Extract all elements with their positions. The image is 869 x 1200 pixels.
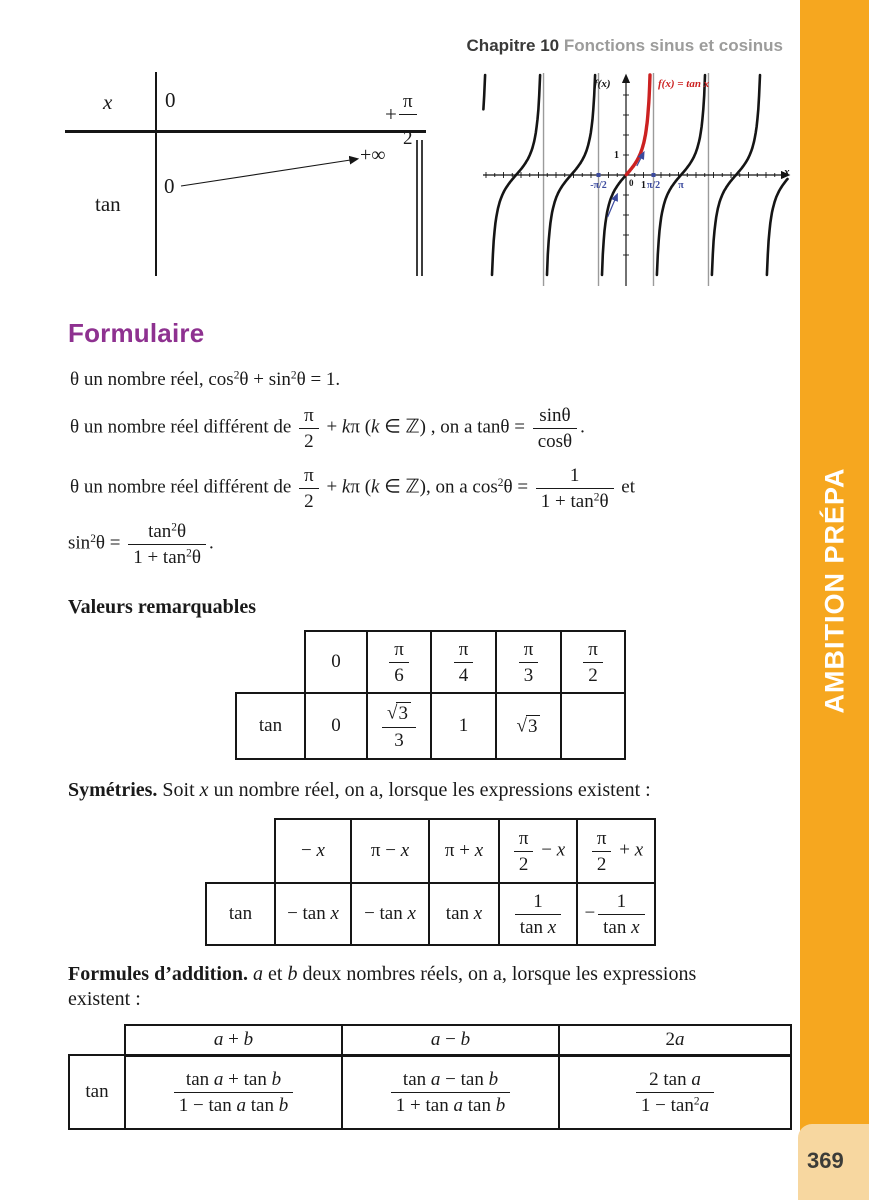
paragraph-symetries: Symétries. Soit x un nombre réel, on a, lorsque les expressions existent : — [68, 779, 651, 801]
formula-line-4: $\sin^2\theta$ = $\frac{\tan^2\theta}{1 + \tan^2\theta}$ . — [68, 521, 214, 569]
cell-tan-pi2 — [561, 693, 625, 759]
asymptote-double-bar-right — [421, 140, 423, 276]
fraction-denominator: 2 — [403, 128, 413, 149]
cell-a-plus-b: a + b — [125, 1025, 342, 1055]
sidebar-band-text-wrap — [800, 378, 869, 802]
heading-valeurs: Valeurs remarquables — [68, 596, 256, 618]
cell-tan-pi6: $\frac{√3}{3}$ — [367, 693, 431, 759]
formula-line-1: θ un nombre réel, $\cos^2\theta + \sin^2\theta = 1$. — [70, 369, 341, 390]
symetries-table — [205, 818, 656, 946]
cell-pi-minus-x: π − x — [351, 819, 429, 883]
cell-tan-a-plus-b: $\frac{\text{tan a + tan b}}{\text{1 − tan a tan b}}$ — [125, 1055, 342, 1129]
blank-cell — [236, 631, 305, 693]
x-tick-label: 1 — [641, 180, 646, 191]
cell-tan-pi2-plus-x: − $\frac{1}{\text{tan x}}$ — [577, 883, 655, 945]
x-tick-label: -π/2 — [590, 180, 607, 191]
cell-a-minus-b: a − b — [342, 1025, 559, 1055]
cell-pi2-minus-x: $\frac{\pi}{2}$ − x — [499, 819, 577, 883]
cell-tan-pi-minus-x: − tan x — [351, 883, 429, 945]
x-tick-label: π/2 — [646, 180, 661, 191]
cell-tan-0: 0 — [305, 693, 367, 759]
cell-tan-neg-x: − tan x — [275, 883, 351, 945]
variation-limit: +∞ — [360, 144, 386, 166]
cell-tan-a-minus-b: $\frac{\text{tan a − tan b}}{\text{1 + tan a tan b}}$ — [342, 1055, 559, 1129]
cell-pi2-plus-x: $\frac{\pi}{2}$ + x — [577, 819, 655, 883]
asymptote-double-bar-left — [416, 140, 418, 276]
chapter-title: Fonctions sinus et cosinus — [559, 36, 783, 55]
blank-cell — [206, 819, 275, 883]
variation-x-end-plus: + — [385, 102, 397, 126]
chapter-header — [467, 36, 783, 56]
variation-table — [65, 70, 427, 282]
variation-fn-label: tan — [95, 192, 121, 216]
formula-line-2: θ un nombre réel différent de $\frac{\pi}{2}$ + kπ (k ∈ ℤ) , on a tanθ = $\frac{\sin\theta}{\cos\theta}$ . — [70, 405, 585, 453]
formula-line-3: θ un nombre réel différent de $\frac{\pi}{2}$ + kπ (k ∈ ℤ), on a $\cos^2\theta$ = $\frac{1}{1 + \tan^2\theta}$ et — [70, 465, 636, 513]
chapter-label: Chapitre 10 — [466, 36, 560, 55]
paragraph-addition: Formules d’addition. a et b deux nombres réels, on a, lorsque les expressions existent : — [68, 963, 697, 1010]
cell-tan-2a: $\frac{\text{2 tan a}}{1 - \tan^2a}$ — [559, 1055, 791, 1129]
variation-x-start: 0 — [165, 88, 176, 112]
cell-2a: 2a — [559, 1025, 791, 1055]
cell-angle-pi3: $\frac{\pi}{3}$ — [496, 631, 561, 693]
cell-tan-pi-plus-x: tan x — [429, 883, 499, 945]
cell-neg-x: − x — [275, 819, 351, 883]
addition-table — [68, 1024, 792, 1130]
graph-y-one-label: 1 — [614, 150, 619, 161]
graph-origin-label: 0 — [629, 178, 634, 188]
cell-angle-pi2: $\frac{\pi}{2}$ — [561, 631, 625, 693]
section-title-formulaire: Formulaire — [68, 318, 205, 348]
cell-tan-pi2-minus-x: $\frac{1}{\text{tan x}}$ — [499, 883, 577, 945]
x-tick-label: π — [678, 180, 684, 191]
variation-fn-start: 0 — [164, 174, 175, 198]
cell-angle-pi6: $\frac{\pi}{6}$ — [367, 631, 431, 693]
valeurs-table — [235, 630, 626, 760]
cell-tan-pi3: √3 — [496, 693, 561, 759]
row-label-tan: tan — [206, 883, 275, 945]
cell-pi-plus-x: π + x — [429, 819, 499, 883]
tangent-graph — [478, 68, 800, 294]
variation-x-label: x — [103, 90, 113, 114]
row-label-tan: tan — [236, 693, 305, 759]
blank-cell — [69, 1025, 125, 1055]
graph-x-axis-label: x — [784, 166, 790, 178]
cell-angle-pi4: $\frac{\pi}{4}$ — [431, 631, 496, 693]
graph-fx-label: f(x) — [594, 78, 611, 90]
page-number: 369 — [807, 1148, 844, 1173]
graph-curve-label: f(x) = tan x — [658, 78, 710, 90]
page-number-box — [798, 1124, 869, 1200]
sidebar-band-text: AMBITION PRÉPA — [819, 466, 850, 714]
cell-tan-pi4: 1 — [431, 693, 496, 759]
cell-angle-0: 0 — [305, 631, 367, 693]
fraction-numerator: π — [399, 92, 417, 115]
row-label-tan: tan — [69, 1055, 125, 1129]
variation-arrow — [65, 70, 427, 282]
